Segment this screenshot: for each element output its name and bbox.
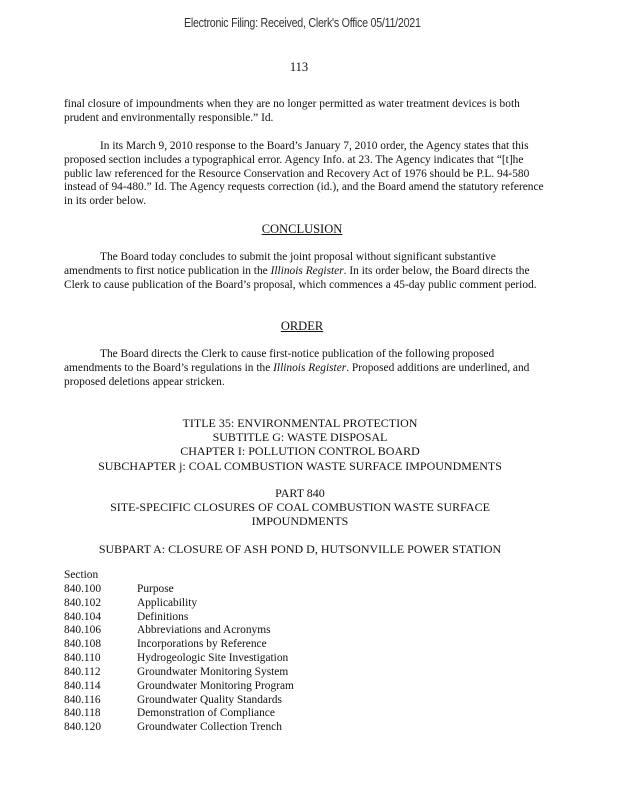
toc-section-number: 840.104 <box>64 610 102 623</box>
toc-row <box>64 680 294 694</box>
toc-row <box>64 597 294 611</box>
toc-section-title: Incorporations by Reference <box>137 638 267 651</box>
subpart-heading <box>0 542 600 556</box>
title-block <box>0 416 600 473</box>
part-block <box>0 486 600 529</box>
toc-row <box>64 652 294 666</box>
heading-conclusion: CONCLUSION <box>261 222 343 236</box>
paragraph-closure-quote: final closure of impoundments when they are no longer permitted as water treatment devices is both prudent and environmentally responsible.” Id. <box>64 98 520 124</box>
paragraph-order <box>64 348 544 389</box>
section-table-of-contents <box>64 569 294 735</box>
toc-section-number: 840.106 <box>64 624 102 637</box>
paragraph-conclusion <box>64 251 544 292</box>
toc-row <box>64 624 294 638</box>
subpart-line: SUBPART A: CLOSURE OF ASH POND D, HUTSONVILLE POWER STATION <box>98 542 502 556</box>
paragraph-conclusion-text-a: The Board today concludes to submit the joint proposal without significant substantive amendments to first notice publication in the <box>64 251 496 277</box>
toc-section-number: 840.118 <box>64 707 101 720</box>
toc-row <box>64 666 294 680</box>
toc-section-title: Groundwater Collection Trench <box>137 721 282 734</box>
toc-section-title: Abbreviations and Acronyms <box>137 624 271 637</box>
chapter-line: CHAPTER I: POLLUTION CONTROL BOARD <box>180 444 420 459</box>
filing-stamp: Electronic Filing: Received, Clerk's Office 05/11/2021 <box>184 15 421 30</box>
toc-section-title: Groundwater Monitoring Program <box>137 679 294 692</box>
paragraph-conclusion-text-b: . In its order below, the Board directs the Clerk to cause publication of the Board’s proposal, which commences a 45-day public comment period. <box>64 264 537 291</box>
paragraph-agency-response: In its March 9, 2010 response to the Board’s January 7, 2010 order, the Agency states that this proposed section includes a typographical error. Agency Info. at 23. The Agency indicates that “[t]he public law referenced for the Resource Conservation and Recovery Act of 1976 should be P.L. 94-580 instead of 94-480.” Id. The Agency requests correction (id.), and the Board amend the statutory reference in its order below. <box>64 140 544 208</box>
toc-row <box>64 583 294 597</box>
toc-section-title: Definitions <box>137 610 189 623</box>
part-title-line-1: SITE-SPECIFIC CLOSURES OF COAL COMBUSTION WASTE SURFACE <box>110 500 490 515</box>
illinois-register-ref: Illinois Register <box>273 361 347 374</box>
part-title-line-2: IMPOUNDMENTS <box>251 514 349 529</box>
toc-section-number: 840.120 <box>64 721 102 734</box>
title-line: TITLE 35: ENVIRONMENTAL PROTECTION <box>182 416 418 430</box>
toc-section-title: Demonstration of Compliance <box>137 707 275 720</box>
toc-section-title: Purpose <box>137 582 174 595</box>
toc-section-number: 840.108 <box>64 638 102 651</box>
illinois-register-ref: Illinois Register <box>270 264 344 277</box>
toc-row <box>64 694 294 708</box>
toc-section-number: 840.116 <box>64 693 101 706</box>
toc-header: Section <box>64 569 99 581</box>
part-line: PART 840 <box>275 486 325 500</box>
toc-section-number: 840.110 <box>64 652 101 665</box>
paragraph-order-text-b: . Proposed additions are underlined, and proposed deletions appear stricken. <box>64 361 530 388</box>
paragraph-order-text-a: The Board directs the Clerk to cause first-notice publication of the following proposed amendments to the Board’s regulations in the <box>64 348 495 374</box>
toc-row <box>64 611 294 625</box>
toc-section-number: 840.114 <box>64 679 101 692</box>
toc-section-number: 840.112 <box>64 665 101 678</box>
toc-section-title: Groundwater Quality Standards <box>137 693 282 706</box>
toc-section-number: 840.100 <box>64 582 102 595</box>
toc-row <box>64 638 294 652</box>
toc-row <box>64 721 294 735</box>
toc-section-title: Hydrogeologic Site Investigation <box>137 652 289 665</box>
subtitle-line: SUBTITLE G: WASTE DISPOSAL <box>212 430 388 445</box>
subchapter-line: SUBCHAPTER j: COAL COMBUSTION WASTE SURFACE IMPOUNDMENTS <box>98 458 502 473</box>
toc-section-number: 840.102 <box>64 596 102 609</box>
toc-section-title: Groundwater Monitoring System <box>137 665 289 678</box>
toc-section-title: Applicability <box>137 596 198 609</box>
heading-order: ORDER <box>280 319 324 333</box>
page-number: 113 <box>289 60 309 74</box>
toc-row <box>64 707 294 721</box>
